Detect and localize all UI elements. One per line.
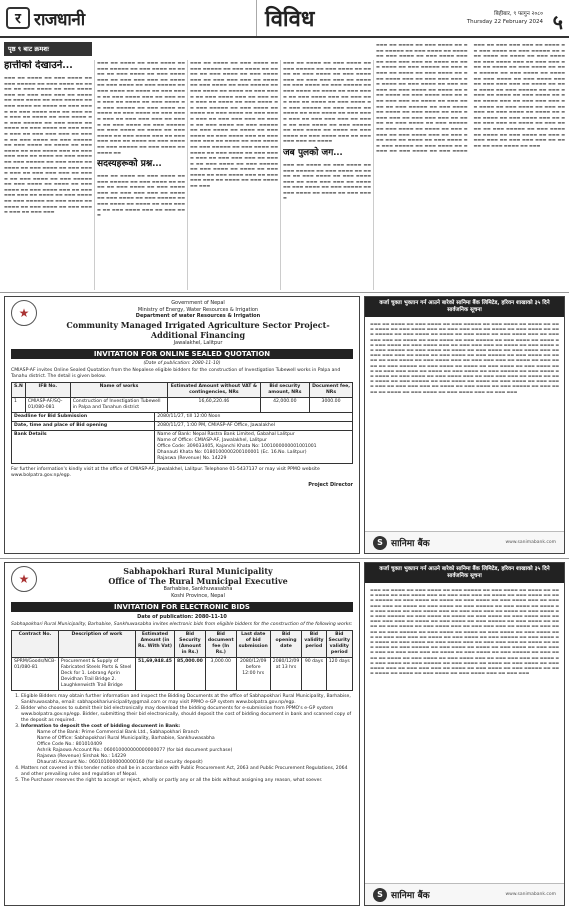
gov-location: Jawalakhel, Lalitpur <box>173 339 223 346</box>
rm-title1: Sabhapokhari Rural Municipality <box>123 566 273 576</box>
article-column-4: ▬▬▬ ▬▬ ▬▬▬▬ ▬▬ ▬▬▬ ▬▬▬▬ ▬▬ ▬▬▬ ▬▬▬▬▬ ▬▬ ▬▬▬ ▬▬▬▬ ▬▬ ▬▬▬▬ ▬▬ ▬▬▬ ▬▬▬▬ ▬▬ ▬▬▬ ▬▬▬▬ ▬▬▬ ▬▬ ▬▬▬ ▬▬▬ ▬▬▬ ▬▬ ▬▬▬▬ ▬▬ ▬▬▬ ▬▬▬▬ ▬▬ ▬▬▬ ▬▬▬▬▬ ▬▬ ▬▬▬ ▬▬▬▬ ▬▬ ▬▬▬▬ ▬▬ ▬▬▬ ▬▬▬▬ ▬▬ ▬▬▬ ▬▬▬▬ ▬▬▬ ▬▬ ▬▬▬ ▬▬▬ ▬▬▬ ▬▬ ▬▬▬▬ ▬▬ ▬▬▬ ▬▬▬▬ ▬▬ ▬▬▬ ▬▬▬▬▬ ▬▬ ▬▬▬ ▬▬▬▬ ▬▬ ▬▬▬▬ ▬▬ ▬▬▬ ▬▬▬▬ ▬▬ ▬▬▬ ▬▬▬▬ ▬▬▬ ▬▬ ▬▬▬ ▬▬▬ ▬▬▬ ▬▬ ▬▬▬▬ ▬▬ ▬▬▬ ▬▬▬▬ ▬▬ ▬▬▬ ▬▬▬▬▬ ▬▬ ▬▬▬ ▬▬▬▬ ▬▬ ▬▬▬▬ ▬▬ ▬▬▬ ▬▬▬▬ ▬▬ ▬▬▬ ▬▬▬▬ ▬▬▬ ▬▬ ▬▬▬ ▬▬▬ ▬▬▬ ▬▬ ▬▬▬▬ जब पुलको जग... ▬▬▬ ▬▬ ▬▬▬▬ ▬▬ ▬▬▬ ▬▬▬▬ ▬▬ ▬▬▬ ▬▬▬▬▬ ▬▬ ▬▬▬ ▬▬▬▬ ▬▬ ▬▬▬▬ ▬▬ ▬▬▬ ▬▬▬▬ ▬▬ ▬▬▬ ▬▬▬▬ ▬▬▬ ▬▬ ▬▬▬ ▬▬▬ ▬▬▬ ▬▬ ▬▬▬▬ ▬▬ ▬▬▬ ▬▬▬▬ ▬▬ ▬▬▬ ▬▬▬▬▬ ▬▬ ▬▬▬ ▬▬▬▬ ▬▬ ▬▬▬▬ ▬▬ ▬▬▬ ▬▬▬▬ <box>283 60 371 201</box>
bank-line: Dhanauti Khata No: 0180100000200100001 (Ec. 16.No. Lalitpur) <box>157 450 307 455</box>
list-item: 4. Matters not covered in this tender notice shall be in accordance with Public Procurement Act, 2063 and Public Procurement Regulations, 2064 and other prevailing rules and regulation of Nepal. <box>21 766 353 778</box>
rm-location1: Barhabise, Sankhuwasabha <box>163 586 233 592</box>
rm-bank-info <box>37 730 353 766</box>
article-column-1 <box>4 60 92 290</box>
table-row <box>12 658 353 691</box>
bank-line: Name of the Bank: Prime Commercial Bank Ltd., Sabhapokhari Branch <box>37 730 199 735</box>
bank-notice-banner: कर्जा चुक्ता भुक्तान गर्न आउने बारेको सानिमा बैंक लिमिटेड, हरिवन शाखाको ३५ दिने सार्वजनिक सूचना <box>365 297 564 317</box>
logo-mark-icon: र <box>6 7 30 29</box>
gov-line3: Department of water Resources & Irrigation <box>135 313 261 319</box>
th-ifb: IFB No. <box>25 383 70 398</box>
deadline-label: Deadline for Bid Submission <box>12 413 155 422</box>
bank-line: Name of Office: CMIASP-AF, Jawalakhel, Lalitpur <box>157 438 267 443</box>
article-headline-right: जब पुलको जग... <box>283 147 343 158</box>
article-column-3 <box>190 60 278 290</box>
cell: 1 <box>12 398 26 413</box>
sanima-logo-icon: S <box>373 536 387 550</box>
cell: 2080/12/09 before 12:00 hrs <box>236 658 270 691</box>
gov-details-table <box>11 412 353 464</box>
table-row <box>12 422 353 431</box>
bank-label: Bank Details <box>12 431 155 464</box>
th-description: Description of work <box>58 631 135 658</box>
bank-footer <box>365 531 564 553</box>
gov-banner: INVITATION FOR ONLINE SEALED QUOTATION <box>11 349 353 359</box>
page-number: ५ <box>552 10 563 34</box>
cell: Construction of Investigation Tubewell in Palpa and Tanahun district <box>70 398 167 413</box>
list-item: 5. The Purchaser reserves the right to accept or reject, wholly or partly any or all the bids without assigning any reason, what soever. <box>21 778 353 784</box>
bank-name: सानिमा बैंक <box>391 539 430 549</box>
th-contract: Contract No. <box>12 631 59 658</box>
continuation-label: पृष्ठ ९ बाट क्रमशः <box>4 42 92 56</box>
cell: 51,69,948.45 <box>135 658 174 691</box>
nepal-emblem-icon: ★ <box>11 300 37 326</box>
th-opening: Bid opening date <box>270 631 301 658</box>
bank-line: Office Code No.: 801010409 <box>37 742 103 747</box>
bank-notice-1 <box>364 296 565 554</box>
rm-tender-ad <box>4 562 360 906</box>
logo-text: राजधानी <box>34 9 85 30</box>
bank-name: सानिमा बैंक <box>391 891 430 901</box>
cell: 2080/12/09 at 13 hrs <box>270 658 301 691</box>
bank-line: Rajaswa (Revenue) No. 14229 <box>157 456 227 461</box>
gov-tender-ad <box>4 296 360 554</box>
bank-website-link[interactable]: www.sanimabank.com <box>505 540 556 545</box>
bank-notice-body: ▬▬▬ ▬▬ ▬▬▬▬ ▬▬ ▬▬▬ ▬▬▬▬ ▬▬ ▬▬▬ ▬▬▬▬▬ ▬▬ ▬▬▬ ▬▬▬▬ ▬▬ ▬▬▬▬ ▬▬ ▬▬▬ ▬▬▬▬ ▬▬ ▬▬▬ ▬▬▬▬ ▬▬▬ ▬▬ ▬▬▬ ▬▬▬ ▬▬▬ ▬▬ ▬▬▬▬ ▬▬ ▬▬▬ ▬▬▬▬ ▬▬ ▬▬▬ ▬▬▬▬▬ ▬▬ ▬▬▬ ▬▬▬▬ ▬▬ ▬▬▬▬ ▬▬ ▬▬▬ ▬▬▬▬ ▬▬ ▬▬▬ ▬▬▬▬ ▬▬▬ ▬▬ ▬▬▬ ▬▬▬ ▬▬▬ ▬▬ ▬▬▬▬ ▬▬ ▬▬▬ ▬▬▬▬ ▬▬ ▬▬▬ ▬▬▬▬▬ ▬▬ ▬▬▬ ▬▬▬▬ ▬▬ ▬▬▬▬ ▬▬ ▬▬▬ ▬▬▬▬ ▬▬ ▬▬▬ ▬▬▬▬ ▬▬▬ ▬▬ ▬▬▬ ▬▬▬ ▬▬▬ ▬▬ ▬▬▬▬ ▬▬ ▬▬▬ ▬▬▬▬ ▬▬ ▬▬▬ ▬▬▬▬▬ ▬▬ ▬▬▬ ▬▬▬▬ ▬▬ ▬▬▬▬ ▬▬ ▬▬▬ ▬▬▬▬ ▬▬ ▬▬▬ ▬▬▬▬ ▬▬▬ ▬▬ ▬▬▬ ▬▬▬ ▬▬▬ ▬▬ ▬▬▬▬ ▬▬ ▬▬▬ ▬▬▬▬ ▬▬ ▬▬▬ ▬▬▬▬▬ ▬▬ ▬▬▬ ▬▬▬▬ ▬▬ ▬▬▬▬ ▬▬ ▬▬▬ ▬▬▬▬ ▬▬ ▬▬▬ ▬▬▬▬ ▬▬▬ ▬▬ ▬▬▬ ▬▬▬ ▬▬▬ ▬▬ ▬▬▬▬ ▬▬ ▬▬▬ ▬▬▬▬ ▬▬ ▬▬▬ ▬▬▬▬▬ ▬▬ ▬▬▬ ▬▬▬▬ ▬▬ ▬▬▬▬ ▬▬ ▬▬▬ ▬▬▬▬ ▬▬ ▬▬▬ ▬▬▬▬ ▬▬▬ ▬▬ ▬▬▬ ▬▬▬ ▬▬▬ ▬▬ ▬▬▬▬ ▬▬ ▬▬▬ ▬▬▬▬ ▬▬ ▬▬▬ ▬▬▬▬▬ ▬▬ ▬▬▬ ▬▬▬▬ ▬▬ ▬▬▬▬ ▬▬ ▬▬▬ ▬▬▬▬ ▬▬ ▬▬▬ ▬▬▬▬ ▬▬▬ ▬▬ ▬▬▬ ▬▬▬ ▬▬▬ ▬▬ ▬▬▬▬ ▬▬ ▬▬▬ ▬▬▬▬ ▬▬ ▬▬▬ ▬▬▬▬▬ ▬▬ ▬▬▬ ▬▬▬▬ ▬▬ ▬▬▬▬ ▬▬ ▬▬▬ ▬▬▬▬ ▬▬ ▬▬▬ ▬▬▬▬ ▬▬▬ ▬▬ ▬▬▬ ▬▬▬ ▬▬▬ ▬▬ ▬▬▬▬ ▬▬ ▬▬▬ ▬▬▬▬ ▬▬ ▬▬▬ ▬▬▬▬▬ ▬▬ ▬▬▬ ▬▬▬▬ ▬▬ ▬▬▬▬ ▬▬ ▬▬▬ ▬▬▬▬ ▬▬ ▬▬▬ ▬▬▬▬ ▬▬▬ ▬▬ ▬▬▬ ▬▬▬ <box>370 321 559 394</box>
date-nepali: बिहीबार, ९ फागुन २०८० <box>494 11 543 17</box>
cell: 90 days <box>302 658 326 691</box>
gov-pub-date: (Date of publication: 2080-11-10) <box>143 361 221 366</box>
article-headline-left: हात्तीको देखाउने... <box>4 60 73 71</box>
article-body-text: ▬▬▬ ▬▬ ▬▬▬▬ ▬▬ ▬▬▬ ▬▬▬▬ ▬▬ ▬▬▬ ▬▬▬▬▬ ▬▬ ▬▬▬ ▬▬▬▬ ▬▬ ▬▬▬▬ ▬▬ ▬▬▬ ▬▬▬▬ ▬▬ ▬▬▬ ▬▬▬▬ ▬▬▬ ▬▬ ▬▬▬ ▬▬▬ ▬▬▬ ▬▬ ▬▬▬▬ ▬▬ ▬▬▬ ▬▬▬▬ ▬▬ ▬▬▬ ▬▬▬▬▬ ▬▬ ▬▬▬ ▬▬▬▬ ▬▬ ▬▬▬▬ ▬▬ ▬▬▬ ▬▬▬▬ ▬▬ ▬▬▬ ▬▬▬▬ ▬▬▬ ▬▬ ▬▬▬ ▬▬▬ ▬▬▬ ▬▬ ▬▬▬▬ ▬▬ ▬▬▬ ▬▬▬▬ ▬▬ ▬▬▬ ▬▬▬▬▬ ▬▬ ▬▬▬ ▬▬▬▬ ▬▬ ▬▬▬▬ ▬▬ ▬▬▬ ▬▬▬▬ ▬▬ ▬▬▬ ▬▬▬▬ ▬▬▬ ▬▬ ▬▬▬ ▬▬▬ ▬▬▬ ▬▬ ▬▬▬▬ ▬▬ ▬▬▬ ▬▬▬▬ ▬▬ ▬▬▬ ▬▬▬▬▬ ▬▬ ▬▬▬ ▬▬▬▬ ▬▬ ▬▬▬▬ ▬▬ ▬▬▬ ▬▬▬▬ ▬▬ ▬▬▬ ▬▬▬▬ ▬▬▬ ▬▬ ▬▬▬ ▬▬▬ ▬▬▬ ▬▬ ▬▬▬▬ ▬▬ ▬▬▬ ▬▬▬▬ ▬▬ ▬▬▬ ▬▬▬▬▬ ▬▬ ▬▬▬ ▬▬▬▬ ▬▬ ▬▬▬▬ ▬▬ <box>97 60 185 155</box>
rm-tender-table <box>11 630 353 691</box>
rm-notes-list <box>21 694 353 784</box>
bank-notice-2 <box>364 562 565 906</box>
cell: 120 days <box>326 658 352 691</box>
section-title: विविध <box>256 0 416 36</box>
deadline-value: 2080/11/27, till 12:00 Noon <box>155 413 353 422</box>
bank-details <box>155 431 353 464</box>
bank-notice-banner: कर्जा चुक्ता भुक्तान गर्न आउने बारेको सानिमा बैंक लिमिटेड, हरिवन शाखाको ३५ दिने सार्वजनिक सूचना <box>365 563 564 583</box>
date-english: Thursday 22 February 2024 <box>466 19 543 25</box>
article-body-text: ▬▬▬ ▬▬ ▬▬▬▬ ▬▬ ▬▬▬ ▬▬▬▬ ▬▬ ▬▬▬ ▬▬▬▬▬ ▬▬ ▬▬▬ ▬▬▬▬ ▬▬ ▬▬▬▬ ▬▬ ▬▬▬ ▬▬▬▬ ▬▬ ▬▬▬ ▬▬▬▬ ▬▬▬ ▬▬ ▬▬▬ ▬▬▬ ▬▬▬ ▬▬ ▬▬▬▬ ▬▬ ▬▬▬ ▬▬▬▬ ▬▬ ▬▬▬ ▬▬▬▬▬ ▬▬ ▬▬▬ ▬▬▬▬ ▬▬ ▬▬▬▬ ▬▬ ▬▬▬ ▬▬▬▬ ▬▬ ▬▬▬ ▬▬▬▬ ▬▬▬ ▬▬ ▬▬▬ ▬▬▬ ▬▬▬ ▬▬ ▬▬▬▬ ▬▬ ▬▬▬ ▬▬▬▬ ▬▬ ▬▬▬ ▬▬▬▬▬ ▬▬ ▬▬▬ ▬▬▬▬ ▬▬ ▬▬▬▬ ▬▬ ▬▬▬ ▬▬▬▬ ▬▬ ▬▬▬ ▬▬▬▬ ▬▬▬ ▬▬ ▬▬▬ ▬▬▬ ▬▬▬ ▬▬ ▬▬▬▬ ▬▬ ▬▬▬ ▬▬▬▬ ▬▬ ▬▬▬ ▬▬▬▬▬ ▬▬ ▬▬▬ ▬▬▬▬ ▬▬ ▬▬▬▬ ▬▬ ▬▬▬ ▬▬▬▬ ▬▬ ▬▬▬ ▬▬▬▬ ▬▬▬ ▬▬ ▬▬▬ ▬▬▬ ▬▬▬ ▬▬ ▬▬▬▬ ▬▬ ▬▬▬ ▬▬▬▬ ▬▬ ▬▬▬ ▬▬▬▬▬ ▬▬ ▬▬▬ ▬▬▬▬ ▬▬ ▬▬▬▬ ▬▬ ▬▬▬ ▬▬▬▬ ▬▬ ▬▬▬ ▬▬▬▬ ▬▬▬ ▬▬ ▬▬▬ ▬▬▬ ▬▬▬ ▬▬ ▬▬▬▬ ▬▬ ▬▬▬ ▬▬▬▬ ▬▬ ▬▬▬ ▬▬▬▬▬ ▬▬ ▬▬▬ ▬▬▬▬ ▬▬ ▬▬▬▬ ▬▬ ▬▬▬ ▬▬▬▬ ▬▬ ▬▬▬ ▬▬▬▬ ▬▬▬ ▬▬ ▬▬▬ ▬▬▬ ▬▬▬ ▬▬ ▬▬▬▬ ▬▬ ▬▬▬ ▬▬▬▬ ▬▬ ▬▬▬ ▬▬▬▬▬ ▬▬ ▬▬▬ ▬▬▬▬ ▬▬ ▬▬▬▬ ▬▬ ▬▬▬ ▬▬▬▬ ▬▬ ▬▬▬ ▬▬▬▬ ▬▬▬ ▬▬ ▬▬▬ ▬▬▬ ▬▬▬ ▬▬ ▬▬▬▬ ▬▬ ▬▬▬ ▬▬▬▬ ▬▬ ▬▬▬ ▬▬▬▬▬ ▬▬ ▬▬▬ ▬▬▬▬ ▬▬ ▬▬▬▬ ▬▬ ▬▬▬ ▬▬▬▬ ▬▬ ▬▬▬ ▬▬▬▬ ▬▬▬ ▬▬ ▬▬▬ ▬▬▬ ▬▬▬ ▬▬ ▬▬▬▬ ▬▬ ▬▬▬ ▬▬▬▬ ▬▬ ▬▬▬ ▬▬▬▬▬ ▬▬ ▬▬▬ ▬▬▬▬ ▬▬ ▬▬▬▬ ▬▬ ▬▬▬ ▬▬▬▬ ▬▬ ▬▬▬ ▬▬▬▬ ▬▬▬ ▬▬ ▬▬▬ ▬▬▬ ▬▬▬ ▬▬ ▬▬▬▬ ▬▬ ▬▬▬ ▬▬▬▬ ▬▬ ▬▬▬ ▬▬▬▬▬ ▬▬ ▬▬▬ ▬▬▬▬ ▬▬ ▬▬▬▬ ▬▬ ▬▬▬ ▬▬▬▬ ▬▬ ▬▬▬ ▬▬▬▬ ▬▬▬ ▬▬ ▬▬▬ ▬▬▬ ▬▬▬ ▬▬ ▬▬▬▬ ▬▬ ▬▬▬ ▬▬▬▬ ▬▬ ▬▬▬ ▬▬▬▬▬ ▬▬ ▬▬▬ ▬▬▬▬ ▬▬ ▬▬▬▬ ▬▬ ▬▬▬ ▬▬▬▬ ▬▬ ▬▬▬ ▬▬▬▬ ▬▬▬ ▬▬ ▬▬▬ ▬▬▬ ▬▬▬ ▬▬ ▬▬▬▬ ▬▬ ▬▬▬ ▬▬▬▬ ▬▬ ▬▬▬ <box>376 42 565 154</box>
article-body-text: ▬▬▬ ▬▬ ▬▬▬▬ ▬▬ ▬▬▬ ▬▬▬▬ ▬▬ ▬▬▬ ▬▬▬▬▬ ▬▬ ▬▬▬ ▬▬▬▬ ▬▬ ▬▬▬▬ ▬▬ ▬▬▬ ▬▬▬▬ ▬▬ ▬▬▬ ▬▬▬▬ ▬▬▬ ▬▬ ▬▬▬ ▬▬▬ ▬▬▬ ▬▬ ▬▬▬▬ ▬▬ ▬▬▬ ▬▬▬▬ ▬▬ ▬▬▬ ▬▬▬▬▬ ▬▬ ▬▬▬ ▬▬▬▬ ▬▬ ▬▬▬▬ ▬▬ ▬▬▬ ▬▬▬▬ ▬▬ ▬▬▬ ▬▬▬▬ ▬▬▬ ▬▬ ▬▬▬ ▬▬▬ ▬▬▬ ▬▬ ▬▬▬▬ ▬▬ ▬▬▬ ▬▬▬▬ ▬▬ ▬▬▬ ▬▬▬▬▬ ▬▬ ▬▬▬ ▬▬▬▬ ▬▬ ▬▬▬▬ ▬▬ ▬▬▬ ▬▬▬▬ ▬▬ ▬▬▬ ▬▬▬▬ ▬▬▬ ▬▬ ▬▬▬ ▬▬▬ ▬▬▬ ▬▬ ▬▬▬▬ ▬▬ ▬▬▬ ▬▬▬▬ ▬▬ ▬▬▬ ▬▬▬▬▬ ▬▬ ▬▬▬ ▬▬▬▬ ▬▬ ▬▬▬▬ ▬▬ ▬▬▬ ▬▬▬▬ ▬▬ ▬▬▬ ▬▬▬▬ ▬▬▬ ▬▬ ▬▬▬ ▬▬▬ ▬▬▬ ▬▬ ▬▬▬▬ <box>283 60 371 144</box>
bank-footer <box>365 883 564 905</box>
cell: 3,000.00 <box>205 658 236 691</box>
list-item <box>21 724 353 766</box>
th-security-validity: Bid Security validity period <box>326 631 352 658</box>
cell: SPRM/Goods/NCB-01/080-81 <box>12 658 59 691</box>
masthead <box>0 0 569 38</box>
table-row <box>12 413 353 422</box>
cell: Procurement & Supply of Fabricated Steels Parts & Steel Deck for 1. Lebrang Aprin Devidhan Trail Bridge 2. Laughkenwisth Trail Bridge <box>58 658 135 691</box>
th-validity: Bid validity period <box>302 631 326 658</box>
cell: CMIASP-AF/SQ-01/080-081 <box>25 398 70 413</box>
gov-intro: CMIASP-AF invites Online Sealed Quotation from the Nepalese eligible bidders for the construction of Investigation Tubewell works in Palpa and Tanahu district. The detail is given below. <box>11 368 341 379</box>
bank-line: Office Code: 309033405, Kajanchi Khata No: 1001000000001001001 <box>157 444 317 449</box>
gov-line2: Ministry of Energy, Water Resources & Irrigation <box>137 306 259 313</box>
bank-logo[interactable] <box>373 536 430 550</box>
bank-info-heading: Information to deposit the cost of bidding document in Bank: <box>21 724 181 729</box>
bank-line: Name of Bank: Nepal Rastra Bank Limited, Gabahal Lalitpur <box>157 432 295 437</box>
bank-notice-body: ▬▬▬ ▬▬ ▬▬▬▬ ▬▬ ▬▬▬ ▬▬▬▬ ▬▬ ▬▬▬ ▬▬▬▬▬ ▬▬ ▬▬▬ ▬▬▬▬ ▬▬ ▬▬▬▬ ▬▬ ▬▬▬ ▬▬▬▬ ▬▬ ▬▬▬ ▬▬▬▬ ▬▬▬ ▬▬ ▬▬▬ ▬▬▬ ▬▬▬ ▬▬ ▬▬▬▬ ▬▬ ▬▬▬ ▬▬▬▬ ▬▬ ▬▬▬ ▬▬▬▬▬ ▬▬ ▬▬▬ ▬▬▬▬ ▬▬ ▬▬▬▬ ▬▬ ▬▬▬ ▬▬▬▬ ▬▬ ▬▬▬ ▬▬▬▬ ▬▬▬ ▬▬ ▬▬▬ ▬▬▬ ▬▬▬ ▬▬ ▬▬▬▬ ▬▬ ▬▬▬ ▬▬▬▬ ▬▬ ▬▬▬ ▬▬▬▬▬ ▬▬ ▬▬▬ ▬▬▬▬ ▬▬ ▬▬▬▬ ▬▬ ▬▬▬ ▬▬▬▬ ▬▬ ▬▬▬ ▬▬▬▬ ▬▬▬ ▬▬ ▬▬▬ ▬▬▬ ▬▬▬ ▬▬ ▬▬▬▬ ▬▬ ▬▬▬ ▬▬▬▬ ▬▬ ▬▬▬ ▬▬▬▬▬ ▬▬ ▬▬▬ ▬▬▬▬ ▬▬ ▬▬▬▬ ▬▬ ▬▬▬ ▬▬▬▬ ▬▬ ▬▬▬ ▬▬▬▬ ▬▬▬ ▬▬ ▬▬▬ ▬▬▬ ▬▬▬ ▬▬ ▬▬▬▬ ▬▬ ▬▬▬ ▬▬▬▬ ▬▬ ▬▬▬ ▬▬▬▬▬ ▬▬ ▬▬▬ ▬▬▬▬ ▬▬ ▬▬▬▬ ▬▬ ▬▬▬ ▬▬▬▬ ▬▬ ▬▬▬ ▬▬▬▬ ▬▬▬ ▬▬ ▬▬▬ ▬▬▬ ▬▬▬ ▬▬ ▬▬▬▬ ▬▬ ▬▬▬ ▬▬▬▬ ▬▬ ▬▬▬ ▬▬▬▬▬ ▬▬ ▬▬▬ ▬▬▬▬ ▬▬ ▬▬▬▬ ▬▬ ▬▬▬ ▬▬▬▬ ▬▬ ▬▬▬ ▬▬▬▬ ▬▬▬ ▬▬ ▬▬▬ ▬▬▬ ▬▬▬ ▬▬ ▬▬▬▬ ▬▬ ▬▬▬ ▬▬▬▬ ▬▬ ▬▬▬ ▬▬▬▬▬ ▬▬ ▬▬▬ ▬▬▬▬ ▬▬ ▬▬▬▬ ▬▬ ▬▬▬ ▬▬▬▬ ▬▬ ▬▬▬ ▬▬▬▬ ▬▬▬ ▬▬ ▬▬▬ ▬▬▬ ▬▬▬ ▬▬ ▬▬▬▬ ▬▬ ▬▬▬ ▬▬▬▬ ▬▬ ▬▬▬ ▬▬▬▬▬ ▬▬ ▬▬▬ ▬▬▬▬ ▬▬ ▬▬▬▬ ▬▬ ▬▬▬ ▬▬▬▬ ▬▬ ▬▬▬ ▬▬▬▬ ▬▬▬ ▬▬ ▬▬▬ ▬▬▬ ▬▬▬ ▬▬ ▬▬▬▬ ▬▬ ▬▬▬ ▬▬▬▬ ▬▬ ▬▬▬ ▬▬▬▬▬ ▬▬ ▬▬▬ ▬▬▬▬ ▬▬ ▬▬▬▬ ▬▬ ▬▬▬ ▬▬▬▬ ▬▬ ▬▬▬ ▬▬▬▬ ▬▬▬ ▬▬ ▬▬▬ ▬▬▬ ▬▬▬ ▬▬ ▬▬▬▬ ▬▬ ▬▬▬ ▬▬▬▬ ▬▬ ▬▬▬ ▬▬▬▬▬ ▬▬ ▬▬▬ ▬▬▬▬ ▬▬ ▬▬▬▬ ▬▬ ▬▬▬ ▬▬▬▬ ▬▬ ▬▬▬ ▬▬▬▬ ▬▬▬ ▬▬ ▬▬▬ ▬▬▬ ▬▬▬ ▬▬ ▬▬▬▬ ▬▬ ▬▬▬ ▬▬▬▬ ▬▬ ▬▬▬ ▬▬▬▬▬ ▬▬ ▬▬▬ ▬▬▬▬ ▬▬ ▬▬▬▬ ▬▬ ▬▬▬ ▬▬▬▬ ▬▬ ▬▬▬ ▬▬▬▬ ▬▬▬ ▬▬ ▬▬▬ ▬▬▬ <box>370 587 559 676</box>
article-headline-mid: सदस्यहरूको प्रश्न... <box>97 159 162 170</box>
sanima-logo-icon: S <box>373 888 387 902</box>
th-estimate: Estimated Amount without VAT & contingencies, NRs <box>168 383 260 398</box>
bank-logo[interactable] <box>373 888 430 902</box>
cell: 16,60,220.46 <box>168 398 260 413</box>
th-estimate: Estimated Amount (in Rs. With Vat) <box>135 631 174 658</box>
bank-line: Dhaurati Account No.: 0601010000000000160 (for bid security deposit) <box>37 760 203 765</box>
bank-website-link[interactable]: www.sanimabank.com <box>505 892 556 897</box>
article-body-text: ▬▬▬ ▬▬ ▬▬▬▬ ▬▬ ▬▬▬ ▬▬▬▬ ▬▬ ▬▬▬ ▬▬▬▬▬ ▬▬ ▬▬▬ ▬▬▬▬ ▬▬ ▬▬▬▬ ▬▬ ▬▬▬ ▬▬▬▬ ▬▬ ▬▬▬ ▬▬▬▬ ▬▬▬ ▬▬ ▬▬▬ ▬▬▬ ▬▬▬ ▬▬ ▬▬▬▬ ▬▬ ▬▬▬ ▬▬▬▬ ▬▬ ▬▬▬ ▬▬▬▬▬ ▬▬ ▬▬▬ ▬▬▬▬ ▬▬ ▬▬▬▬ ▬▬ ▬▬▬ ▬▬▬▬ ▬▬ ▬▬▬ ▬▬▬▬ ▬▬▬ ▬▬ ▬▬▬ ▬▬▬ ▬▬▬ ▬▬ ▬▬▬▬ ▬▬ ▬▬▬ ▬▬▬▬ ▬▬ ▬▬▬ ▬▬▬▬▬ ▬▬ ▬▬▬ ▬▬▬▬ ▬▬ ▬▬▬▬ ▬▬ ▬▬▬ ▬▬▬▬ ▬▬ ▬▬▬ ▬▬▬▬ ▬▬▬ ▬▬ ▬▬▬ ▬▬▬ ▬▬▬ ▬▬ ▬▬▬▬ ▬▬ ▬▬▬ ▬▬▬▬ ▬▬ ▬▬▬ ▬▬▬▬▬ ▬▬ ▬▬▬ ▬▬▬▬ ▬▬ ▬▬▬▬ ▬▬ ▬▬▬ ▬▬▬▬ ▬▬ ▬▬▬ ▬▬▬▬ ▬▬▬ ▬▬ ▬▬▬ ▬▬▬ ▬▬▬ ▬▬ ▬▬▬▬ ▬▬ ▬▬▬ ▬▬▬▬ ▬▬ ▬▬▬ ▬▬▬▬▬ ▬▬ ▬▬▬ ▬▬▬▬ ▬▬ ▬▬▬▬ ▬▬ ▬▬▬ ▬▬▬▬ ▬▬ ▬▬▬ ▬▬▬▬ ▬▬▬ ▬▬ ▬▬▬ ▬▬▬ ▬▬▬ ▬▬ ▬▬▬▬ ▬▬ ▬▬▬ ▬▬▬▬ ▬▬ ▬▬▬ ▬▬▬▬▬ ▬▬ ▬▬▬ ▬▬▬▬ ▬▬ ▬▬▬▬ ▬▬ ▬▬▬ ▬▬▬▬ ▬▬ ▬▬▬ ▬▬▬▬ ▬▬▬ ▬▬ ▬▬▬ ▬▬▬ ▬▬▬ ▬▬ ▬▬▬▬ ▬▬ ▬▬▬ ▬▬▬▬ ▬▬ ▬▬▬ <box>190 60 278 189</box>
rm-intro: Sabhapokhari Rural Municipality, Barhabise, Sankhuwasabha invites electronic bids from eligible bidders for the construction of the following works: <box>11 622 353 627</box>
rm-title2: Office of The Rural Municipal Executive <box>108 576 288 586</box>
cell: 85,000.00 <box>174 658 205 691</box>
table-header-row <box>12 383 353 398</box>
th-fee: Document fee, NRs <box>310 383 353 398</box>
article-column-2: ▬▬▬ ▬▬ ▬▬▬▬ ▬▬ ▬▬▬ ▬▬▬▬ ▬▬ ▬▬▬ ▬▬▬▬▬ ▬▬ ▬▬▬ ▬▬▬▬ ▬▬ ▬▬▬▬ ▬▬ ▬▬▬ ▬▬▬▬ ▬▬ ▬▬▬ ▬▬▬▬ ▬▬▬ ▬▬ ▬▬▬ ▬▬▬ ▬▬▬ ▬▬ ▬▬▬▬ ▬▬ ▬▬▬ ▬▬▬▬ ▬▬ ▬▬▬ ▬▬▬▬▬ ▬▬ ▬▬▬ ▬▬▬▬ ▬▬ ▬▬▬▬ ▬▬ ▬▬▬ ▬▬▬▬ ▬▬ ▬▬▬ ▬▬▬▬ ▬▬▬ ▬▬ ▬▬▬ ▬▬▬ ▬▬▬ ▬▬ ▬▬▬▬ ▬▬ ▬▬▬ ▬▬▬▬ ▬▬ ▬▬▬ ▬▬▬▬▬ ▬▬ ▬▬▬ ▬▬▬▬ ▬▬ ▬▬▬▬ ▬▬ ▬▬▬ ▬▬▬▬ ▬▬ ▬▬▬ ▬▬▬▬ ▬▬▬ ▬▬ ▬▬▬ ▬▬▬ ▬▬▬ ▬▬ ▬▬▬▬ ▬▬ ▬▬▬ ▬▬▬▬ ▬▬ ▬▬▬ ▬▬▬▬▬ ▬▬ ▬▬▬ ▬▬▬▬ ▬▬ ▬▬▬▬ ▬▬ ▬▬▬ ▬▬▬▬ ▬▬ ▬▬▬ ▬▬▬▬ ▬▬▬ ▬▬ ▬▬▬ ▬▬▬ ▬▬▬ ▬▬ ▬▬▬▬ ▬▬ ▬▬▬ ▬▬▬▬ ▬▬ ▬▬▬ ▬▬▬▬▬ ▬▬ ▬▬▬ ▬▬▬▬ ▬▬ ▬▬▬▬ ▬▬ सदस्यहरूको प्रश्न... ▬▬▬ ▬▬ ▬▬▬▬ ▬▬ ▬▬▬ ▬▬▬▬ ▬▬ ▬▬▬ ▬▬▬▬▬ ▬▬ ▬▬▬ ▬▬▬▬ ▬▬ ▬▬▬▬ ▬▬ ▬▬▬ ▬▬▬▬ ▬▬ ▬▬▬ ▬▬▬▬ ▬▬▬ ▬▬ ▬▬▬ ▬▬▬ ▬▬▬ ▬▬ ▬▬▬▬ ▬▬ ▬▬▬ ▬▬▬▬ ▬▬ ▬▬▬ ▬▬▬▬▬ ▬▬ ▬▬▬ ▬▬▬▬ ▬▬ ▬▬▬▬ ▬▬ ▬▬▬ ▬▬▬▬ ▬▬ ▬▬▬ ▬▬▬▬ ▬▬▬ ▬▬ ▬▬▬ ▬▬▬ <box>97 60 185 218</box>
th-fee: Bid document fee (In Rs.) <box>205 631 236 658</box>
th-works: Name of works <box>70 383 167 398</box>
gov-signature: Project Director <box>308 482 353 488</box>
nepal-emblem-icon: ★ <box>11 566 37 592</box>
table-header-row <box>12 631 353 658</box>
cell: 42,000.00 <box>260 398 309 413</box>
gov-tender-table <box>11 382 353 413</box>
th-security: Bid security amount, NRs <box>260 383 309 398</box>
article-body-text: ▬▬▬ ▬▬ ▬▬▬▬ ▬▬ ▬▬▬ ▬▬▬▬ ▬▬ ▬▬▬ ▬▬▬▬▬ ▬▬ ▬▬▬ ▬▬▬▬ ▬▬ ▬▬▬▬ ▬▬ ▬▬▬ ▬▬▬▬ ▬▬ ▬▬▬ ▬▬▬▬ ▬▬▬ ▬▬ ▬▬▬ ▬▬▬ ▬▬▬ ▬▬ ▬▬▬▬ ▬▬ ▬▬▬ ▬▬▬▬ ▬▬ ▬▬▬ ▬▬▬▬▬ ▬▬ ▬▬▬ ▬▬▬▬ ▬▬ ▬▬▬▬ ▬▬ ▬▬▬ ▬▬▬▬ ▬▬ ▬▬▬ ▬▬▬▬ ▬▬▬ ▬▬ ▬▬▬ ▬▬▬ ▬▬▬ ▬▬ ▬▬▬▬ ▬▬ ▬▬▬ ▬▬▬▬ ▬▬ ▬▬▬ ▬▬▬▬▬ ▬▬ ▬▬▬ ▬▬▬▬ ▬▬ ▬▬▬▬ ▬▬ ▬▬▬ ▬▬▬▬ ▬▬ ▬▬▬ ▬▬▬▬ ▬▬▬ ▬▬ ▬▬▬ ▬▬▬ ▬▬▬ ▬▬ ▬▬▬▬ ▬▬ ▬▬▬ ▬▬▬▬ ▬▬ ▬▬▬ ▬▬▬▬▬ ▬▬ ▬▬▬ ▬▬▬▬ ▬▬ ▬▬▬▬ ▬▬ ▬▬▬ ▬▬▬▬ ▬▬ ▬▬▬ ▬▬▬▬ ▬▬▬ ▬▬ ▬▬▬ ▬▬▬ ▬▬▬ ▬▬ ▬▬▬▬ ▬▬ ▬▬▬ ▬▬▬▬ ▬▬ ▬▬▬ ▬▬▬▬▬ ▬▬ ▬▬▬ ▬▬▬▬ ▬▬ ▬▬▬▬ ▬▬ ▬▬▬ ▬▬▬▬ ▬▬ ▬▬▬ ▬▬▬▬ ▬▬▬ ▬▬ ▬▬▬ ▬▬▬ ▬▬▬ ▬▬ ▬▬▬▬ ▬▬ ▬▬▬ ▬▬▬▬ ▬▬ ▬▬▬ ▬▬▬▬▬ ▬▬ ▬▬▬ ▬▬▬▬ ▬▬ ▬▬▬▬ ▬▬ ▬▬▬ ▬▬▬▬ ▬▬ ▬▬▬ ▬▬▬▬ ▬▬▬ ▬▬ ▬▬▬ ▬▬▬ ▬▬▬ ▬▬ ▬▬▬▬ ▬▬ ▬▬▬ ▬▬▬▬ ▬▬ ▬▬▬ ▬▬▬▬▬ ▬▬ ▬▬▬ ▬▬▬▬ ▬▬ ▬▬▬▬ ▬▬ ▬▬▬ ▬▬▬▬ ▬▬ ▬▬▬ ▬▬▬▬ ▬▬▬ ▬▬ ▬▬▬ ▬▬▬ <box>4 75 92 215</box>
article-column-5 <box>376 42 565 290</box>
date-block <box>416 0 569 36</box>
rm-banner: INVITATION FOR ELECTRONIC BIDS <box>11 602 353 612</box>
gov-line1: Government of Nepal <box>171 300 225 306</box>
list-item: 1. Eligible Bidders may obtain further information and inspect the Bidding Documents at the office of Sabhapokhari Rural Municipality, Barhabise, Sankhuwasabha, email: sabhapokhariunicipality@gmail.com or may visit PPMO e-GP system www.bolpatra.gov.np/egp. <box>21 694 353 706</box>
table-row <box>12 431 353 464</box>
table-row <box>12 398 353 413</box>
gov-project-title: Community Managed Irrigated Agriculture Sector Project- Additional Financing <box>66 319 330 340</box>
list-item: 2. Bidder who chooses to submit their bid electronically may download the bidding documents for e-submission from PPMO's e-GP system www.bolpatra.gov.np/egp. Bidder, submitting their bid electronically, should deposit the cost of bidding document in bank and scanned copy of the deposit as required. <box>21 706 353 724</box>
th-security: Bid Security (Amount in Rs.) <box>174 631 205 658</box>
th-last-date: Last date of bid submission <box>236 631 270 658</box>
bank-line: Rajaswa (Revenue) Sirshak No.: 14229 <box>37 754 127 759</box>
newspaper-logo[interactable] <box>0 0 116 36</box>
rm-location2: Koshi Province, Nepal <box>171 592 225 599</box>
rm-pub-date: Date of publication: 2080-11-10 <box>137 614 227 620</box>
opening-value: 2080/11/27, 1:00 PM, CMIASP-AF Office, Jawalakhel <box>155 422 353 431</box>
gov-footer-note: For further information's kindly visit at the office of CMIASP-AF, Jawalakhel, Lalitpur. Telephone 01-5437137 or may visit PPMO website www.bolpatra.gov.np/egp. <box>11 467 320 478</box>
bank-line: Name of Office: Sabhapokhari Rural Municipality, Barhabise, Sankhuwasabha <box>37 736 215 741</box>
cell: 3000.00 <box>310 398 353 413</box>
bank-line: Ashrik Rajaswa Account No.: 060010000000000000077 (for bid document purchase) <box>37 748 233 753</box>
th-sn: S.N <box>12 383 26 398</box>
opening-label: Date, time and place of Bid opening <box>12 422 155 431</box>
